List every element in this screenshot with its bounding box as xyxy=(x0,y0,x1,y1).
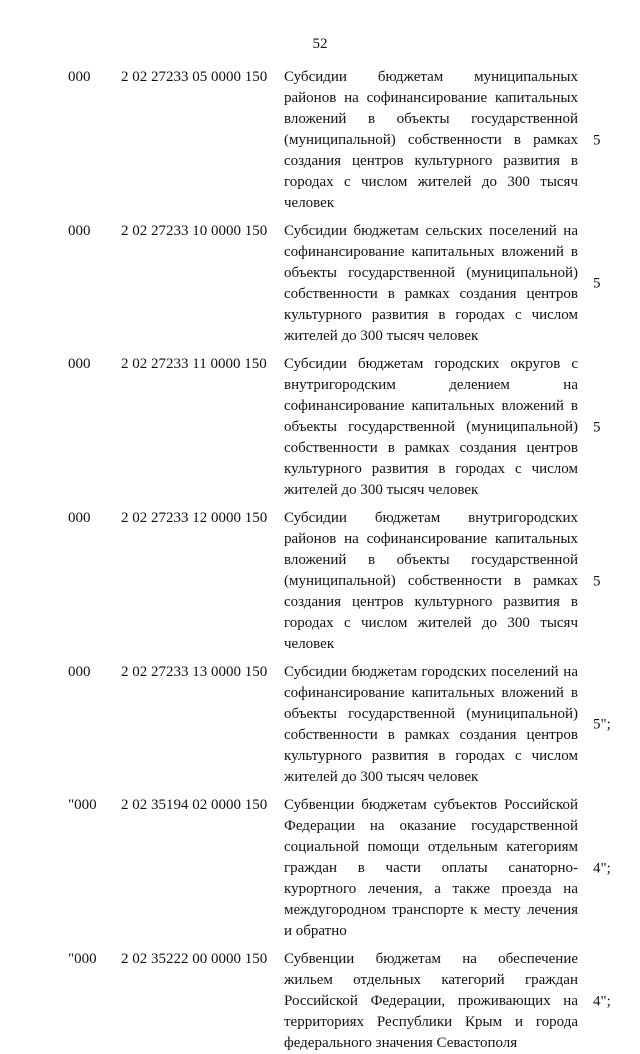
admin-code: "000 xyxy=(68,951,97,967)
table-row xyxy=(0,662,640,788)
table-row xyxy=(0,508,640,655)
revenue-name: Субсидии бюджетам городских округов с внутригородским делением на софинансирование капитальных вложений в объекты государственной (муниципальной) собственности в рамках создания центров культурного развития в городах с числом жителей до 300 тысяч человек xyxy=(284,356,578,498)
budget-classification-code: 2 02 27233 10 0000 150 xyxy=(121,223,268,239)
admin-code: 000 xyxy=(68,510,91,526)
revenue-name: Субсидии бюджетам внутригородских районов на софинансирование капитальных вложений в объекты государственной (муниципальной) собственности в рамках создания центров культурного развития в городах с числом жителей до 300 тысяч человек xyxy=(284,510,578,652)
budget-classification-code: 2 02 27233 05 0000 150 xyxy=(121,69,268,85)
revenue-name: Субсидии бюджетам муниципальных районов на софинансирование капитальных вложений в объекты государственной (муниципальной) собственности в рамках создания центров культурного развития в городах с числом жителей до 300 тысяч человек xyxy=(284,69,578,211)
table-row xyxy=(0,67,640,214)
budget-classification-code: 2 02 35222 00 0000 150 xyxy=(121,951,268,967)
budget-classification-code: 2 02 27233 13 0000 150 xyxy=(121,664,268,680)
norm-value: 5 xyxy=(593,573,601,589)
admin-code: "000 xyxy=(68,797,97,813)
admin-code: 000 xyxy=(68,69,91,85)
admin-code: 000 xyxy=(68,356,91,372)
norm-value: 5 xyxy=(593,132,601,148)
admin-code: 000 xyxy=(68,664,91,680)
budget-classification-code: 2 02 35194 02 0000 150 xyxy=(121,797,268,813)
table-row xyxy=(0,949,640,1054)
admin-code: 000 xyxy=(68,223,91,239)
revenue-name: Субсидии бюджетам сельских поселений на софинансирование капитальных вложений в объекты государственной (муниципальной) собственности в рамках создания центров культурного развития в городах с числом жителей до 300 тысяч человек xyxy=(284,223,578,344)
table-row xyxy=(0,795,640,942)
table-row xyxy=(0,221,640,347)
revenue-code-table xyxy=(0,67,640,1054)
revenue-name: Субсидии бюджетам городских поселений на софинансирование капитальных вложений в объекты государственной (муниципальной) собственности в рамках создания центров культурного развития в городах с числом жителей до 300 тысяч человек xyxy=(284,664,578,785)
revenue-name: Субвенции бюджетам на обеспечение жильем отдельных категорий граждан Российской Федерации, проживающих на территориях Республики Крым и города федерального значения Севастополя xyxy=(284,951,578,1051)
revenue-name: Субвенции бюджетам субъектов Российской Федерации на оказание государственной социальной помощи отдельным категориям граждан в части оплаты санаторно-курортного лечения, а также проезда на междугородном транспорте к месту лечения и обратно xyxy=(284,797,578,939)
budget-classification-code: 2 02 27233 11 0000 150 xyxy=(121,356,267,372)
norm-value: 5 xyxy=(593,275,601,292)
norm-value: 4"; xyxy=(593,860,611,876)
page-number: 52 xyxy=(312,36,328,52)
table-row xyxy=(0,354,640,501)
budget-classification-code: 2 02 27233 12 0000 150 xyxy=(121,510,268,526)
norm-value: 4"; xyxy=(593,993,611,1009)
norm-value: 5"; xyxy=(593,716,611,733)
norm-value: 5 xyxy=(593,419,601,435)
